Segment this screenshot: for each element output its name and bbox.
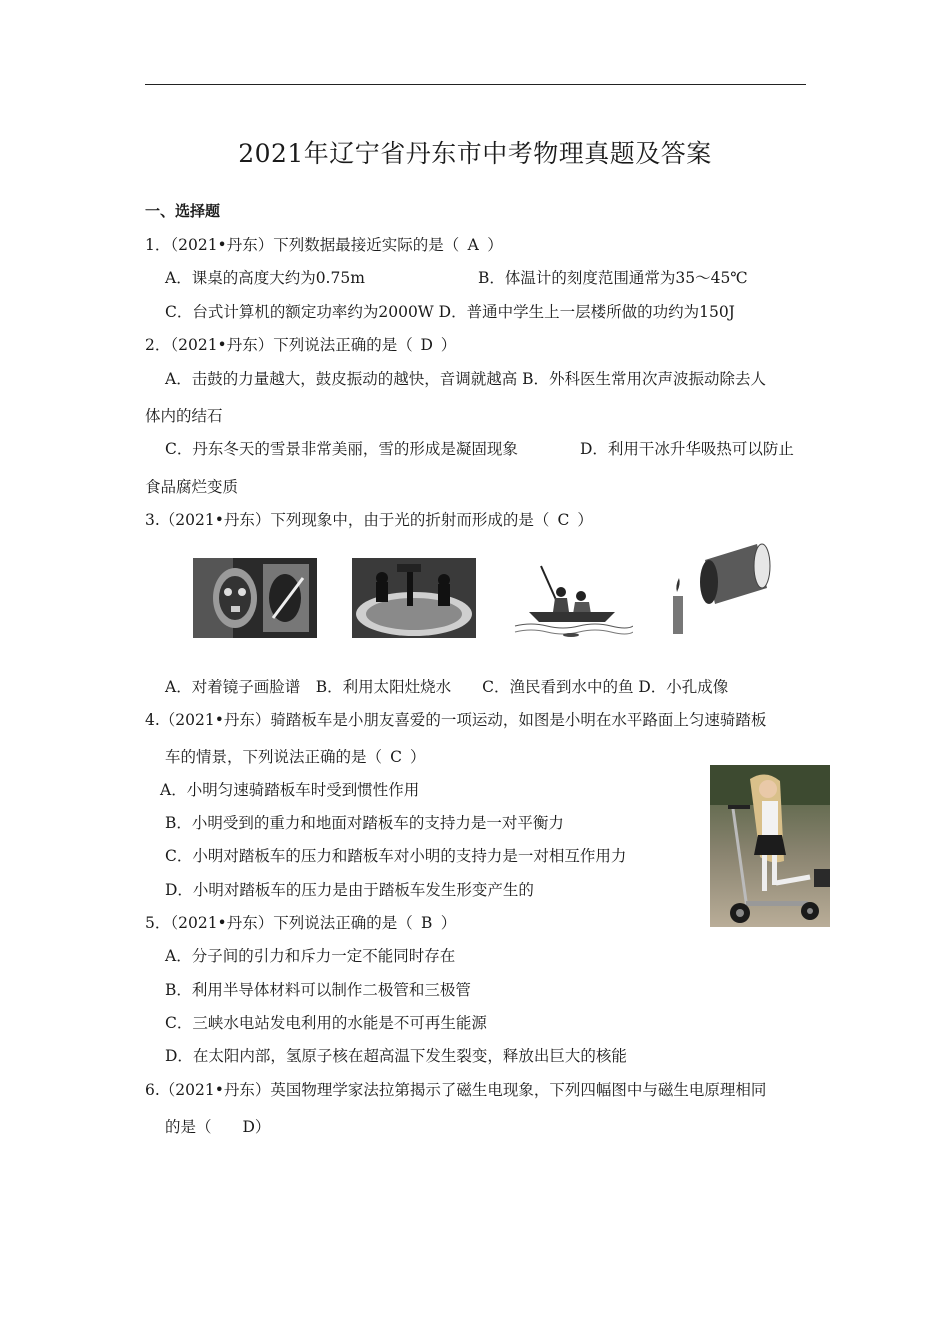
page-title: 2021年辽宁省丹东市中考物理真题及答案	[238, 139, 712, 168]
question-2-option-c: C．丹东冬天的雪景非常美丽，雪的形成是凝固现象	[165, 440, 518, 458]
question-2-answer: D	[420, 336, 433, 354]
question-4-stem-cont: 车的情景，下列说法正确的是（ C ）	[165, 748, 426, 766]
question-2-option-d: D．利用干冰升华吸热可以防止	[580, 440, 794, 458]
solar-cooker-image	[352, 558, 476, 638]
question-1-option-cd: C．台式计算机的额定功率约为2000W D．普通中学生上一层楼所做的功约为150J	[165, 303, 735, 321]
question-2-option-d-cont: 食品腐烂变质	[145, 478, 239, 496]
question-3-figure-c	[511, 558, 633, 638]
question-4-option-b: B．小明受到的重力和地面对踏板车的支持力是一对平衡力	[165, 814, 564, 832]
question-5-option-b: B．利用半导体材料可以制作二极管和三极管	[165, 981, 471, 999]
question-5-answer: B	[421, 914, 433, 932]
question-5-option-d: D．在太阳内部，氢原子核在超高温下发生裂变，释放出巨大的核能	[165, 1047, 627, 1065]
question-4-option-d: D．小明对踏板车的压力是由于踏板车发生形变产生的	[165, 881, 534, 899]
section-heading: 一、选择题	[145, 202, 221, 220]
question-5-option-a: A．分子间的引力和斥力一定不能同时存在	[165, 947, 456, 965]
scooter-photo	[710, 765, 830, 927]
question-3-figure-d	[665, 540, 775, 640]
question-3-answer: C	[557, 511, 570, 529]
question-6-stem: 6.（2021•丹东）英国物理学家法拉第揭示了磁生电现象，下列四幅图中与磁生电原理相同	[145, 1081, 767, 1099]
fisherman-image	[511, 558, 633, 638]
question-1-option-a: A．课桌的高度大约为0.75m	[165, 269, 365, 287]
question-2-option-ab: A．击鼓的力量越大，鼓皮振动的越快，音调就越高 B．外科医生常用次声波振动除去人	[165, 370, 767, 388]
question-4-option-c: C．小明对踏板车的压力和踏板车对小明的支持力是一对相互作用力	[165, 847, 627, 865]
pinhole-camera-image	[665, 540, 775, 640]
question-5-stem: 5．（2021•丹东）下列说法正确的是（ B ）	[145, 914, 457, 932]
question-3-options: A．对着镜子画脸谱 B．利用太阳灶烧水 C．渔民看到水中的鱼 D．小孔成像	[165, 678, 729, 696]
question-3-figure-b	[352, 558, 476, 638]
question-1-option-b: B．体温计的刻度范围通常为35～45℃	[478, 269, 748, 287]
question-2-option-ab-cont: 体内的结石	[145, 407, 223, 425]
question-4-stem: 4.（2021•丹东）骑踏板车是小朋友喜爱的一项运动，如图是小明在水平路面上匀速骑踏板	[145, 711, 767, 729]
question-1-stem: 1．（2021•丹东）下列数据最接近实际的是（ A ）	[145, 236, 503, 254]
question-6-stem-cont: 的是（ D）	[165, 1118, 271, 1136]
header-rule	[145, 84, 806, 85]
question-3-stem: 3.（2021•丹东）下列现象中，由于光的折射而形成的是（ C ）	[145, 511, 593, 529]
question-2-stem: 2．（2021•丹东）下列说法正确的是（ D ）	[145, 336, 457, 354]
question-4-answer: C	[390, 748, 402, 766]
question-4-figure	[710, 765, 830, 927]
question-5-option-c: C．三峡水电站发电利用的水能是不可再生能源	[165, 1014, 487, 1032]
question-1-answer: A	[467, 236, 479, 254]
face-painting-image	[193, 558, 317, 638]
question-3-figure-a	[193, 558, 317, 638]
question-4-option-a: A．小明匀速骑踏板车时受到惯性作用	[160, 781, 420, 799]
